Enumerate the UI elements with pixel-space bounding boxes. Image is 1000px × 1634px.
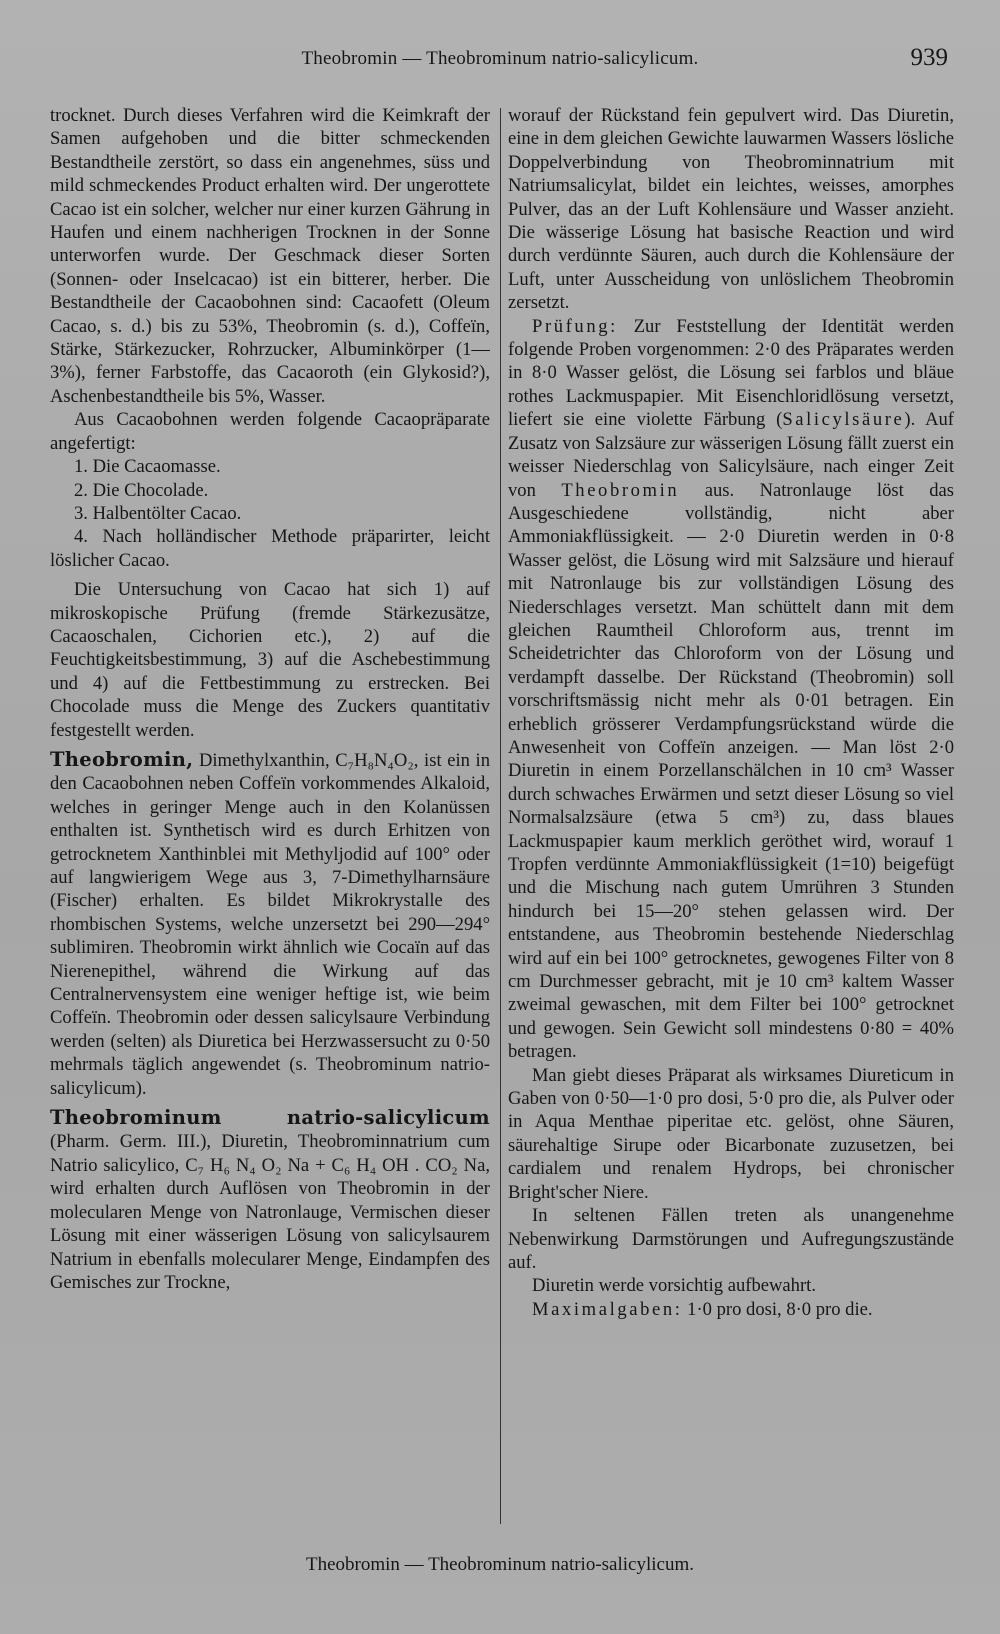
preparation-item-4: 4. Nach holländischer Methode präparirter, leicht löslicher Cacao.	[50, 526, 490, 571]
salicylsaeure-term: Salicylsäure	[782, 409, 905, 431]
theobromin-headword: Theobromin,	[50, 747, 194, 771]
dosage-paragraph: Man giebt dieses Präparat als wirksames Diureticum in Gaben von 0·50—1·0 pro dosi, 5·0 pro die, als Pulver oder in Aqua Menthae piperitae etc. gelöst, ohne Säuren, säurehaltige Sirupe oder Bicarbonate zuzusetzen, bei cardialem und renalem Hydrops, bei chronischer Bright'scher Niere.	[508, 1064, 954, 1203]
maximum-dose-label: Maximalgaben:	[532, 1298, 683, 1320]
pruefung-paragraph	[508, 315, 954, 1064]
natrio-salicylicum-text: (Pharm. Germ. III.), Diuretin, Theobrominnatrium cum Natrio salicylico, C₇ H₆ N₄ O₂ Na + C₆ H₄ OH . CO₂ Na, wird erhalten durch Auflösen von Theobromin in der molecularen Menge von Natronlauge, Vermischen dieser Lösung mit einer wässerigen Lösung von salicylsaurem Natrium in ebenfalls molecularer Menge, Eindampfen des Gemisches zur Trockne,	[50, 1131, 490, 1293]
cacao-paragraph: trocknet. Durch dieses Verfahren wird die Keimkraft der Samen aufgehoben und die bitter schmeckenden Bestandtheile zerstört, so dass ein angenehmes, süss und mild schmeckendes Product erhalten wird. Der ungerottete Cacao ist ein solcher, welcher nur einer kurzen Gährung in Haufen und einem nachherigen Trocknen in der Sonne unterworfen wurde. Der Geschmack dieser Sorten (Sonnen- oder Inselcacao) ist ein bitterer, herber. Die Bestandtheile der Cacaobohnen sind: Cacaofett (Oleum Cacao, s. d.) bis zu 53%, Theobromin (s. d.), Coffeïn, Stärke, Stärkezucker, Rohrzucker, Albuminkörper (1—3%), ferner Farbstoffe, das Cacaoroth (ein Glykosid?), Aschenbestandtheile bis 5%, Wasser.	[50, 105, 490, 407]
theobromin-text: Dimethylxanthin, C₇H₈N₄O₂, ist ein in den Cacaobohnen neben Coffeïn vorkommendes Alkaloid, welches in geringer Menge auch in den Kolanüssen enthalten ist. Synthetisch wird es durch Erhitzen von getrocknetem Xanthinblei mit Methyljodid auf 100° oder auf langwierigem Wege aus 3, 7-Dimethylharnsäure (Fischer) erhalten. Es bildet Mikrokrystalle des rhombischen Systems, welche unzersetzt bei 290—294° sublimiren. Theobromin wirkt ähnlich wie Cocaïn auf das Nierenepithel, während die Wirkung auf das Centralnervensystem eine weniger heftige ist, wie beim Coffeïn. Theobromin oder dessen salicylsaure Verbindung werden (selten) als Diuretica bei Herzwassersucht zu 0·50 mehrmals täglich angewendet (s. Theobrominum natrio-salicylicum).	[50, 749, 490, 1099]
maximum-dose-value: 1·0 pro dosi, 8·0 pro die.	[687, 1298, 873, 1320]
pruefung-text-c: aus. Natronlauge löst das Ausgeschiedene vollständig, nicht aber Ammoniakflüssigkeit. — 2·0 Diuretin werden in 0·8 Wasser gelöst, die Lösung wird mit Salzsäure und hierauf mit Natronlauge bis zur vollständigen Lösung des Niederschlages versetzt. Man schüttelt dann mit dem gleichen Raumtheil Chloroform aus, trennt im Scheidetrichter das Chloroform von der Lösung und verdampft dasselbe. Der Rückstand (Theobromin) soll vorschriftsmässig nicht mehr als 0·01 betragen. Ein erheblich grösserer Verdampfungsrückstand würde die Anwesenheit von Coffeïn anzeigen. — Man löst 2·0 Diuretin in einem Porzellanschälchen in 10 cm³ Wasser durch schwaches Erwärmen und setzt dieser Lösung so viel Normalsalzsäure (etwa 5 cm³) zu, dass blaues Lackmuspapier kaum merklich geröthet wird, worauf 1 Tropfen verdünnte Ammoniakflüssigkeit (1=10) beigefügt und die Mischung nach gutem Umrühren 3 Stunden hindurch bei 15—20° stehen gelassen wird. Der entstandene, aus Theobromin bestehende Niederschlag wird auf ein bei 100° getrocknetes, gewogenes Filter von 8 cm Durchmesser gebracht, mit je 10 cm³ kaltem Wasser zweimal gewaschen, mit dem Filter bei 100° getrocknet und gewogen. Sein Gewicht soll mindestens 0·80 = 40% betragen.	[508, 479, 954, 1063]
storage-note: Diuretin werde vorsichtig aufbewahrt.	[532, 1275, 816, 1297]
page-footer: Theobromin — Theobrominum natrio-salicylicum.	[305, 1554, 694, 1575]
running-title: Theobromin — Theobrominum natrio-salicylicum.	[301, 48, 699, 69]
left-column	[50, 104, 490, 1534]
side-effects-paragraph: In seltenen Fällen treten als unangenehme Nebenwirkung Darmstörungen und Aufregungszustände auf.	[508, 1205, 954, 1273]
pruefung-text-b: ). Auf Zusatz von Salzsäure zur wässerigen Lösung fällt zuerst ein weisser Niederschlag von Salicylsäure, nach einger Zeit von	[508, 409, 954, 501]
preparation-item-1: 1. Die Cacaomasse.	[74, 456, 221, 478]
diuretin-description: worauf der Rückstand fein gepulvert wird. Das Diuretin, eine in dem gleichen Gewichte lauwarmen Wassers lösliche Doppelverbindung von Theobrominnatrium mit Natriumsalicylat, bildet ein leichtes, weisses, amorphes Pulver, das an der Luft Kohlensäure und Wasser anzieht. Die wässerige Lösung hat basische Reaction und wird durch verdünnte Säuren, auch durch die Kohlensäure der Luft, unter Ausscheidung von unlöslichem Theobromin zersetzt.	[508, 105, 954, 314]
column-divider	[500, 108, 501, 1524]
page-number: 939	[910, 44, 948, 71]
natrio-salicylicum-entry	[50, 1106, 490, 1294]
pruefung-label: Prüfung:	[532, 315, 618, 337]
natrio-salicylicum-headword: Theobrominum natrio-salicylicum	[50, 1106, 490, 1130]
right-column	[508, 104, 954, 1534]
pruefung-text-a: Zur Feststellung der Identität werden folgende Proben vorgenommen: 2·0 des Präparates werden in 8·0 Wasser gelöst, die Lösung sei farblos und bläue rothes Lackmuspapier. Mit Eisenchloridlösung versetzt, liefert sie eine violette Färbung (	[508, 315, 954, 431]
theobromin-term: Theobromin	[561, 479, 680, 501]
theobromin-entry	[50, 748, 490, 1100]
maximum-dose-line	[508, 1298, 954, 1321]
cacao-examination-paragraph: Die Untersuchung von Cacao hat sich 1) auf mikroskopische Prüfung (fremde Stärkezusätze, Cacaoschalen, Cichorien etc.), 2) auf die Feuchtigkeitsbestimmung, 3) auf die Aschebestimmung und 4) auf die Fettbestimmung zu erstrecken. Bei Chocolade muss die Menge des Zuckers quantitativ festgestellt werden.	[50, 579, 490, 741]
preparation-item-3: 3. Halbentölter Cacao.	[74, 502, 242, 524]
preparation-item-2: 2. Die Chocolade.	[74, 479, 209, 501]
running-header	[0, 44, 1000, 74]
cacao-preparations-intro: Aus Cacaobohnen werden folgende Cacaopräparate angefertigt:	[50, 409, 490, 454]
